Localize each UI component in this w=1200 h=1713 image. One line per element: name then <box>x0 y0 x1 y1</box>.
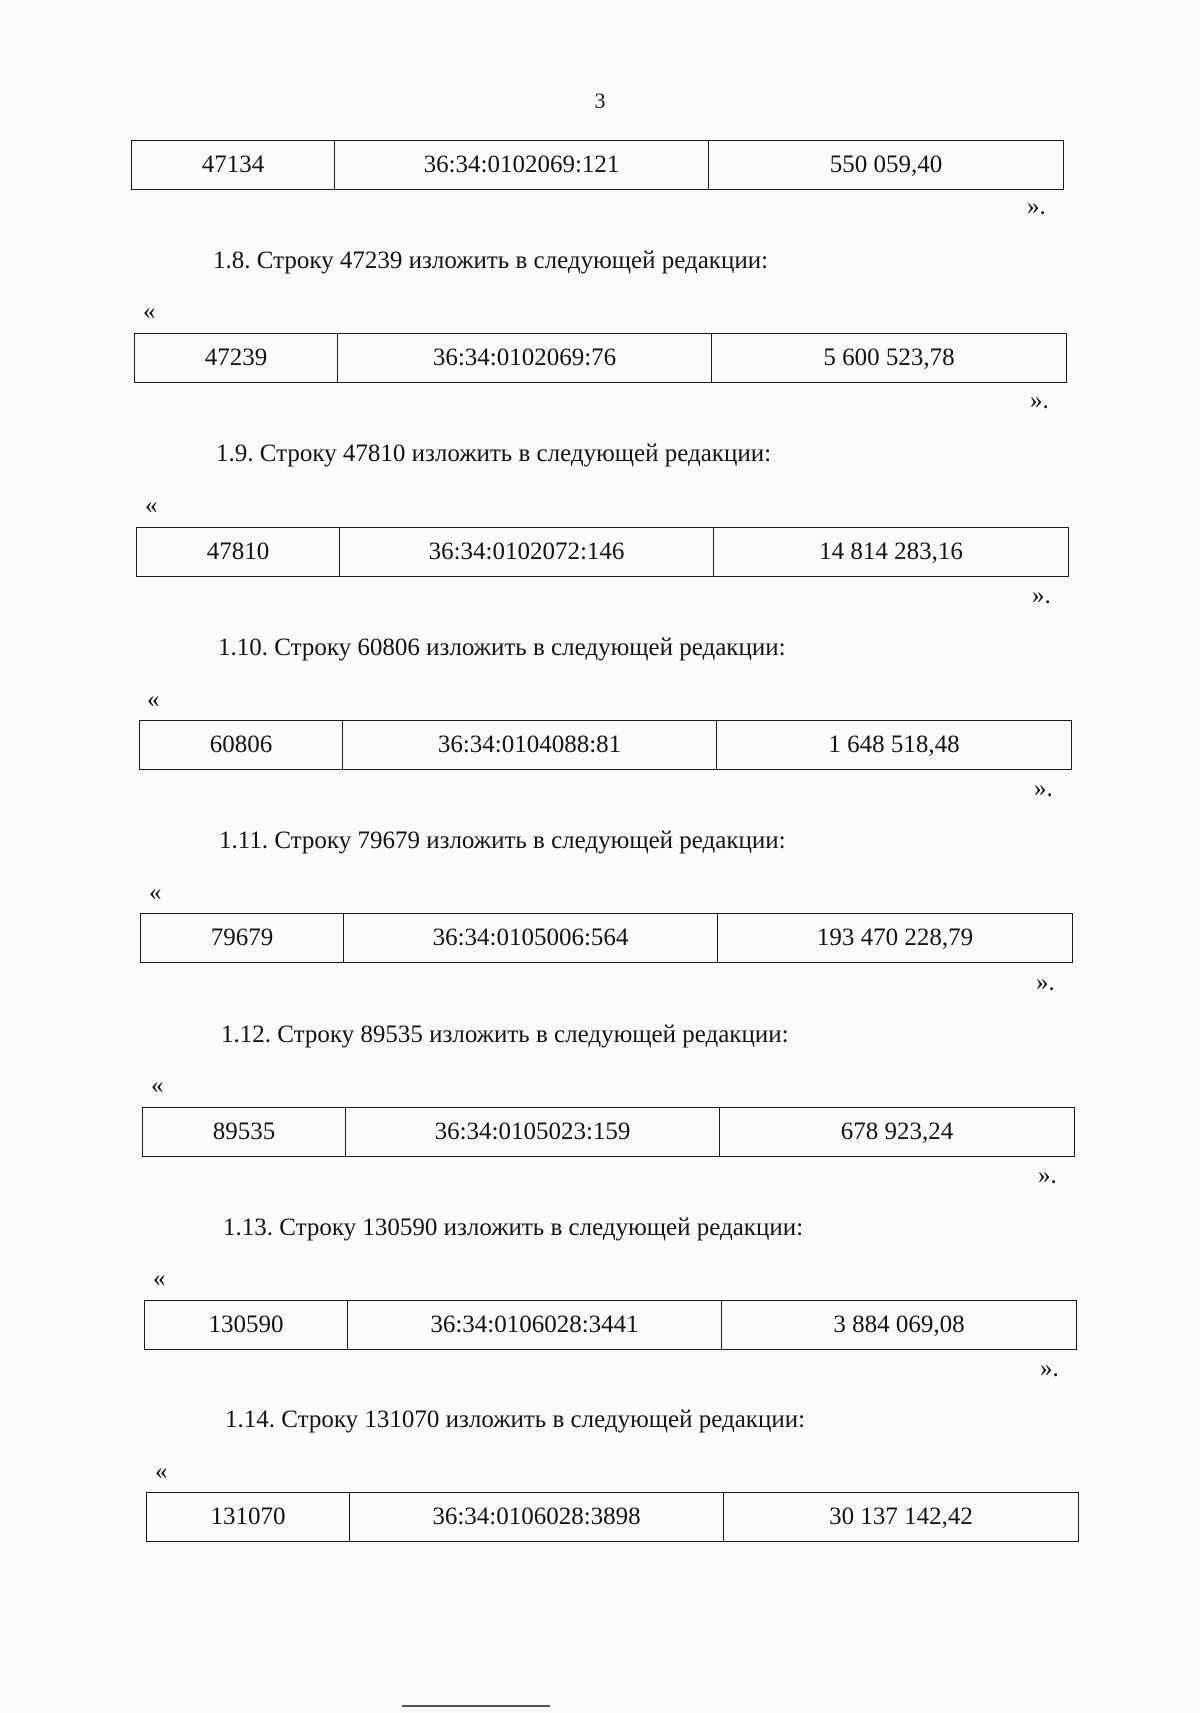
page-number: 3 <box>594 88 606 113</box>
table-row <box>140 913 1073 963</box>
cadastral-number: 36:34:0105023:159 <box>346 1108 720 1157</box>
close-quote: ». <box>1038 1162 1057 1189</box>
cadastral-number: 36:34:0105006:564 <box>344 914 718 963</box>
close-quote: ». <box>1032 582 1051 609</box>
close-quote: ». <box>1034 775 1053 802</box>
cadastral-number: 36:34:0102069:121 <box>335 141 709 190</box>
table-row <box>136 527 1069 577</box>
cadastral-value: 550 059,40 <box>709 141 1064 190</box>
row-number: 47810 <box>137 528 340 577</box>
open-quote: « <box>147 686 160 713</box>
section-heading: 1.14. Строку 131070 изложить в следующей редакции: <box>225 1406 806 1433</box>
cadastral-value: 3 884 069,08 <box>722 1301 1077 1350</box>
table-row <box>134 333 1067 383</box>
section-heading: 1.10. Строку 60806 изложить в следующей редакции: <box>218 634 786 661</box>
open-quote: « <box>155 1458 168 1485</box>
cadastral-number: 36:34:0106028:3898 <box>350 1493 724 1542</box>
row-number: 79679 <box>141 914 344 963</box>
row-number: 47134 <box>132 141 335 190</box>
cadastral-number: 36:34:0104088:81 <box>343 721 717 770</box>
table-row <box>142 1107 1075 1157</box>
row-number: 131070 <box>147 1493 350 1542</box>
open-quote: « <box>153 1265 166 1292</box>
page-edge-mark <box>402 1705 550 1707</box>
cadastral-value: 14 814 283,16 <box>714 528 1069 577</box>
open-quote: « <box>145 492 158 519</box>
table-row <box>131 140 1064 190</box>
section-heading: 1.11. Строку 79679 изложить в следующей редакции: <box>219 827 786 854</box>
row-number: 89535 <box>143 1108 346 1157</box>
row-number: 130590 <box>145 1301 348 1350</box>
section-heading: 1.8. Строку 47239 изложить в следующей редакции: <box>213 247 769 274</box>
cadastral-number: 36:34:0102069:76 <box>338 334 712 383</box>
section-heading: 1.13. Строку 130590 изложить в следующей редакции: <box>223 1214 804 1241</box>
cadastral-value: 1 648 518,48 <box>717 721 1072 770</box>
close-quote: ». <box>1027 193 1046 220</box>
close-quote: ». <box>1040 1355 1059 1382</box>
cadastral-value: 30 137 142,42 <box>724 1493 1079 1542</box>
row-number: 60806 <box>140 721 343 770</box>
cadastral-value: 678 923,24 <box>720 1108 1075 1157</box>
cadastral-number: 36:34:0106028:3441 <box>348 1301 722 1350</box>
close-quote: ». <box>1030 387 1049 414</box>
section-heading: 1.9. Строку 47810 изложить в следующей редакции: <box>216 440 772 467</box>
cadastral-number: 36:34:0102072:146 <box>340 528 714 577</box>
open-quote: « <box>149 879 162 906</box>
open-quote: « <box>143 298 156 325</box>
section-heading: 1.12. Строку 89535 изложить в следующей редакции: <box>221 1021 789 1048</box>
row-number: 47239 <box>135 334 338 383</box>
close-quote: ». <box>1036 969 1055 996</box>
cadastral-value: 193 470 228,79 <box>718 914 1073 963</box>
table-row <box>146 1492 1079 1542</box>
cadastral-value: 5 600 523,78 <box>712 334 1067 383</box>
open-quote: « <box>151 1072 164 1099</box>
table-row <box>144 1300 1077 1350</box>
table-row <box>139 720 1072 770</box>
